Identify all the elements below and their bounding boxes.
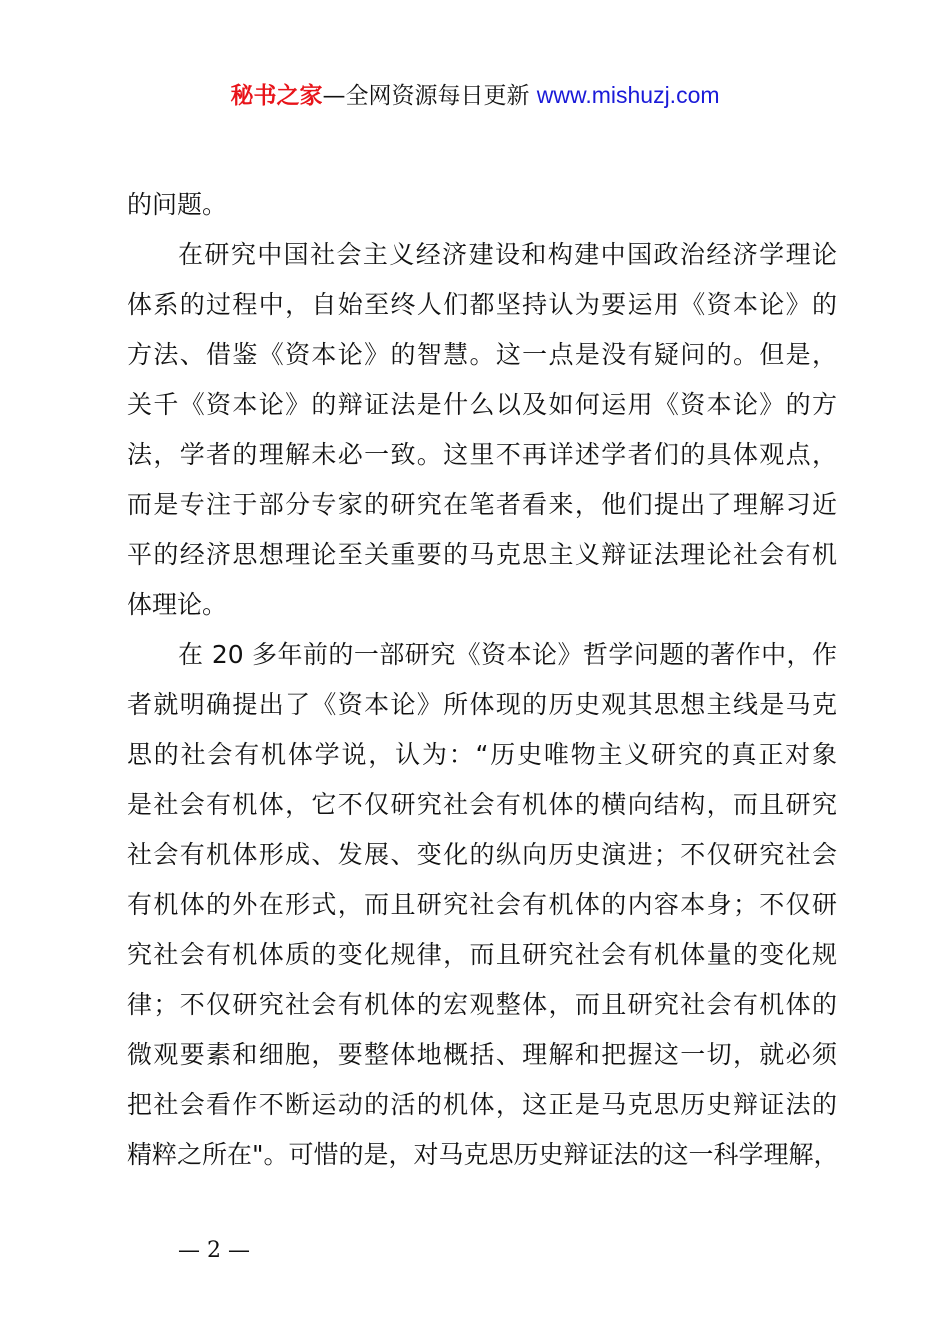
text-line: 有机体的外在形式，而且研究社会有机体的内容本身；不仅研 bbox=[127, 890, 837, 919]
text-line: 法，学者的理解未必一致。这里不再详述学者们的具体观点， bbox=[127, 440, 837, 469]
site-url-link[interactable]: www.mishuzj.com bbox=[536, 82, 720, 108]
page-header bbox=[0, 78, 950, 113]
text-line: 微观要素和细胞，要整体地概括、理解和把握这一切，就必须 bbox=[127, 1040, 837, 1069]
text-line: 而是专注于部分专家的研究在笔者看来，他们提出了理解习近 bbox=[127, 490, 837, 519]
text-line: 关千《资本论》的辩证法是什么以及如何运用《资本论》的方 bbox=[127, 390, 837, 419]
page-number: — 2 — bbox=[178, 1238, 250, 1263]
text-line: 的问题。 bbox=[127, 190, 228, 219]
site-brand: 秘书之家 bbox=[230, 83, 323, 109]
text-line: 思的社会有机体学说，认为：“历史唯物主义研究的真正对象 bbox=[127, 740, 837, 769]
text-line: 体系的过程中，自始至终人们都坚持认为要运用《资本论》的 bbox=[127, 290, 837, 319]
text-line: 者就明确提出了《资本论》所体现的历史观其思想主线是马克 bbox=[127, 690, 837, 719]
paragraph-start-line: 在研究中国社会主义经济建设和构建中国政治经济学理论 bbox=[178, 240, 837, 269]
text-line: 精粹之所在"。可惜的是，对马克思历史辩证法的这一科学理解， bbox=[127, 1140, 839, 1169]
text-line: 是社会有机体，它不仅研究社会有机体的横向结构，而且研究 bbox=[127, 790, 837, 819]
site-slogan: —全网资源每日更新 bbox=[322, 83, 537, 109]
text-line: 平的经济思想理论至关重要的马克思主义辩证法理论社会有机 bbox=[127, 540, 837, 569]
text-line: 方法、借鉴《资本论》的智慧。这一点是没有疑问的。但是， bbox=[127, 340, 837, 369]
text-line: 究社会有机体质的变化规律，而且研究社会有机体量的变化规 bbox=[127, 940, 837, 969]
document-body bbox=[127, 180, 837, 1180]
text-line: 律；不仅研究社会有机体的宏观整体，而且研究社会有机体的 bbox=[127, 990, 837, 1019]
text-line: 把社会看作不断运动的活的机体，这正是马克思历史辩证法的 bbox=[127, 1090, 837, 1119]
text-line: 体理论。 bbox=[127, 590, 228, 619]
text-line: 社会有机体形成、发展、变化的纵向历史演进；不仅研究社会 bbox=[127, 840, 837, 869]
paragraph-start-line: 在 20 多年前的一部研究《资本论》哲学问题的著作中，作 bbox=[178, 640, 837, 669]
